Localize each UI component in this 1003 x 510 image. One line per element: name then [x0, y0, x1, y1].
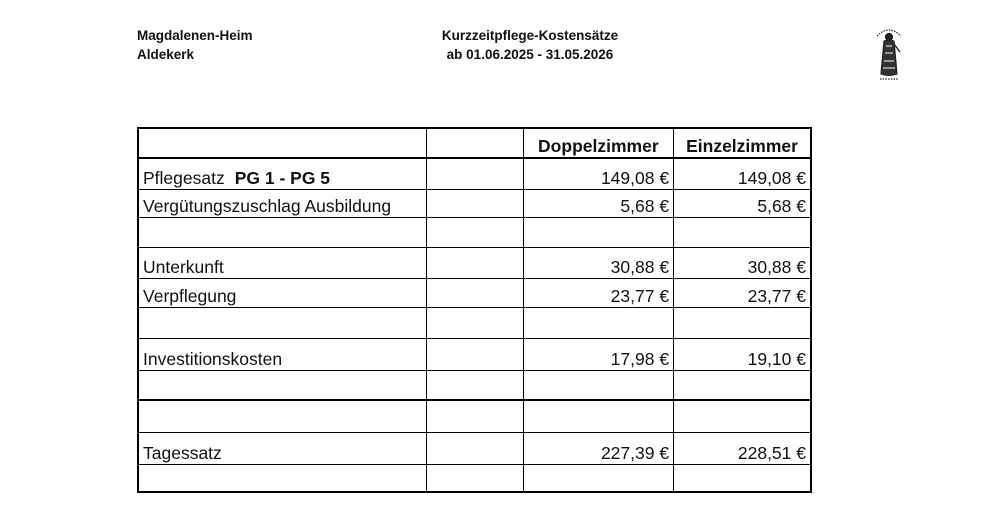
row-label: Tagessatz [138, 432, 427, 464]
table-row [138, 278, 811, 307]
row-label [138, 158, 427, 189]
einzel-value: 5,68 € [674, 189, 811, 217]
doppel-value [523, 400, 673, 432]
doppel-value [523, 217, 673, 247]
table-row [138, 189, 811, 217]
row-label: Vergütungszuschlag Ausbildung [138, 189, 427, 217]
facility-name-line1: Magdalenen-Heim [137, 28, 253, 43]
einzel-value: 149,08 € [674, 158, 811, 189]
spacer-cell [427, 189, 523, 217]
doppel-value: 227,39 € [523, 432, 673, 464]
doppel-value: 23,77 € [523, 278, 673, 307]
table-row [138, 158, 811, 189]
spacer-cell [427, 158, 523, 189]
spacer-cell [427, 278, 523, 307]
validity-period: ab 01.06.2025 - 31.05.2026 [446, 47, 614, 62]
row-label: Unterkunft [138, 247, 427, 278]
cost-rates-table [137, 127, 812, 493]
row-label: Verpflegung [138, 278, 427, 307]
einzel-value [674, 307, 811, 338]
einzel-value: 228,51 € [674, 432, 811, 464]
spacer-cell [427, 217, 523, 247]
table-row [138, 464, 811, 492]
doppel-value: 30,88 € [523, 247, 673, 278]
row-label [138, 400, 427, 432]
document-title-line1: Kurzzeitpflege-Kostensätze [441, 28, 619, 43]
spacer-cell [427, 400, 523, 432]
spacer-cell [427, 247, 523, 278]
einzel-value: 19,10 € [674, 338, 811, 370]
spacer-cell [427, 464, 523, 492]
spacer-cell [427, 370, 523, 400]
einzel-value [674, 464, 811, 492]
document-title [405, 26, 655, 64]
table-row [138, 307, 811, 338]
row-label [138, 307, 427, 338]
table-row-total [138, 432, 811, 464]
spacer-cell [427, 307, 523, 338]
einzel-value: 23,77 € [674, 278, 811, 307]
table-row [138, 400, 811, 432]
einzel-value [674, 400, 811, 432]
spacer-cell [427, 338, 523, 370]
saint-figure-seal-icon [872, 22, 906, 82]
care-grade-range: PG 1 - PG 5 [234, 167, 331, 188]
doppel-value [523, 307, 673, 338]
table-row [138, 217, 811, 247]
einzel-value [674, 217, 811, 247]
einzel-value: 30,88 € [674, 247, 811, 278]
doppel-value [523, 370, 673, 400]
row-label: Investitionskosten [138, 338, 427, 370]
doppel-value: 5,68 € [523, 189, 673, 217]
doppel-value: 149,08 € [523, 158, 673, 189]
doppel-value [523, 464, 673, 492]
facility-location: Aldekerk [137, 47, 195, 62]
row-label-text: Pflegesatz [143, 167, 225, 188]
einzel-value [674, 370, 811, 400]
facility-name [137, 26, 253, 64]
spacer-cell [427, 432, 523, 464]
header-einzelzimmer: Einzelzimmer [674, 128, 811, 158]
header-doppelzimmer: Doppelzimmer [523, 128, 673, 158]
doppel-value: 17,98 € [523, 338, 673, 370]
row-label [138, 464, 427, 492]
row-label [138, 217, 427, 247]
table-row [138, 370, 811, 400]
row-label [138, 370, 427, 400]
header-cell-spacer [427, 128, 523, 158]
table-row [138, 338, 811, 370]
table-row [138, 247, 811, 278]
table-header-row [138, 128, 811, 158]
header-cell-label [138, 128, 427, 158]
